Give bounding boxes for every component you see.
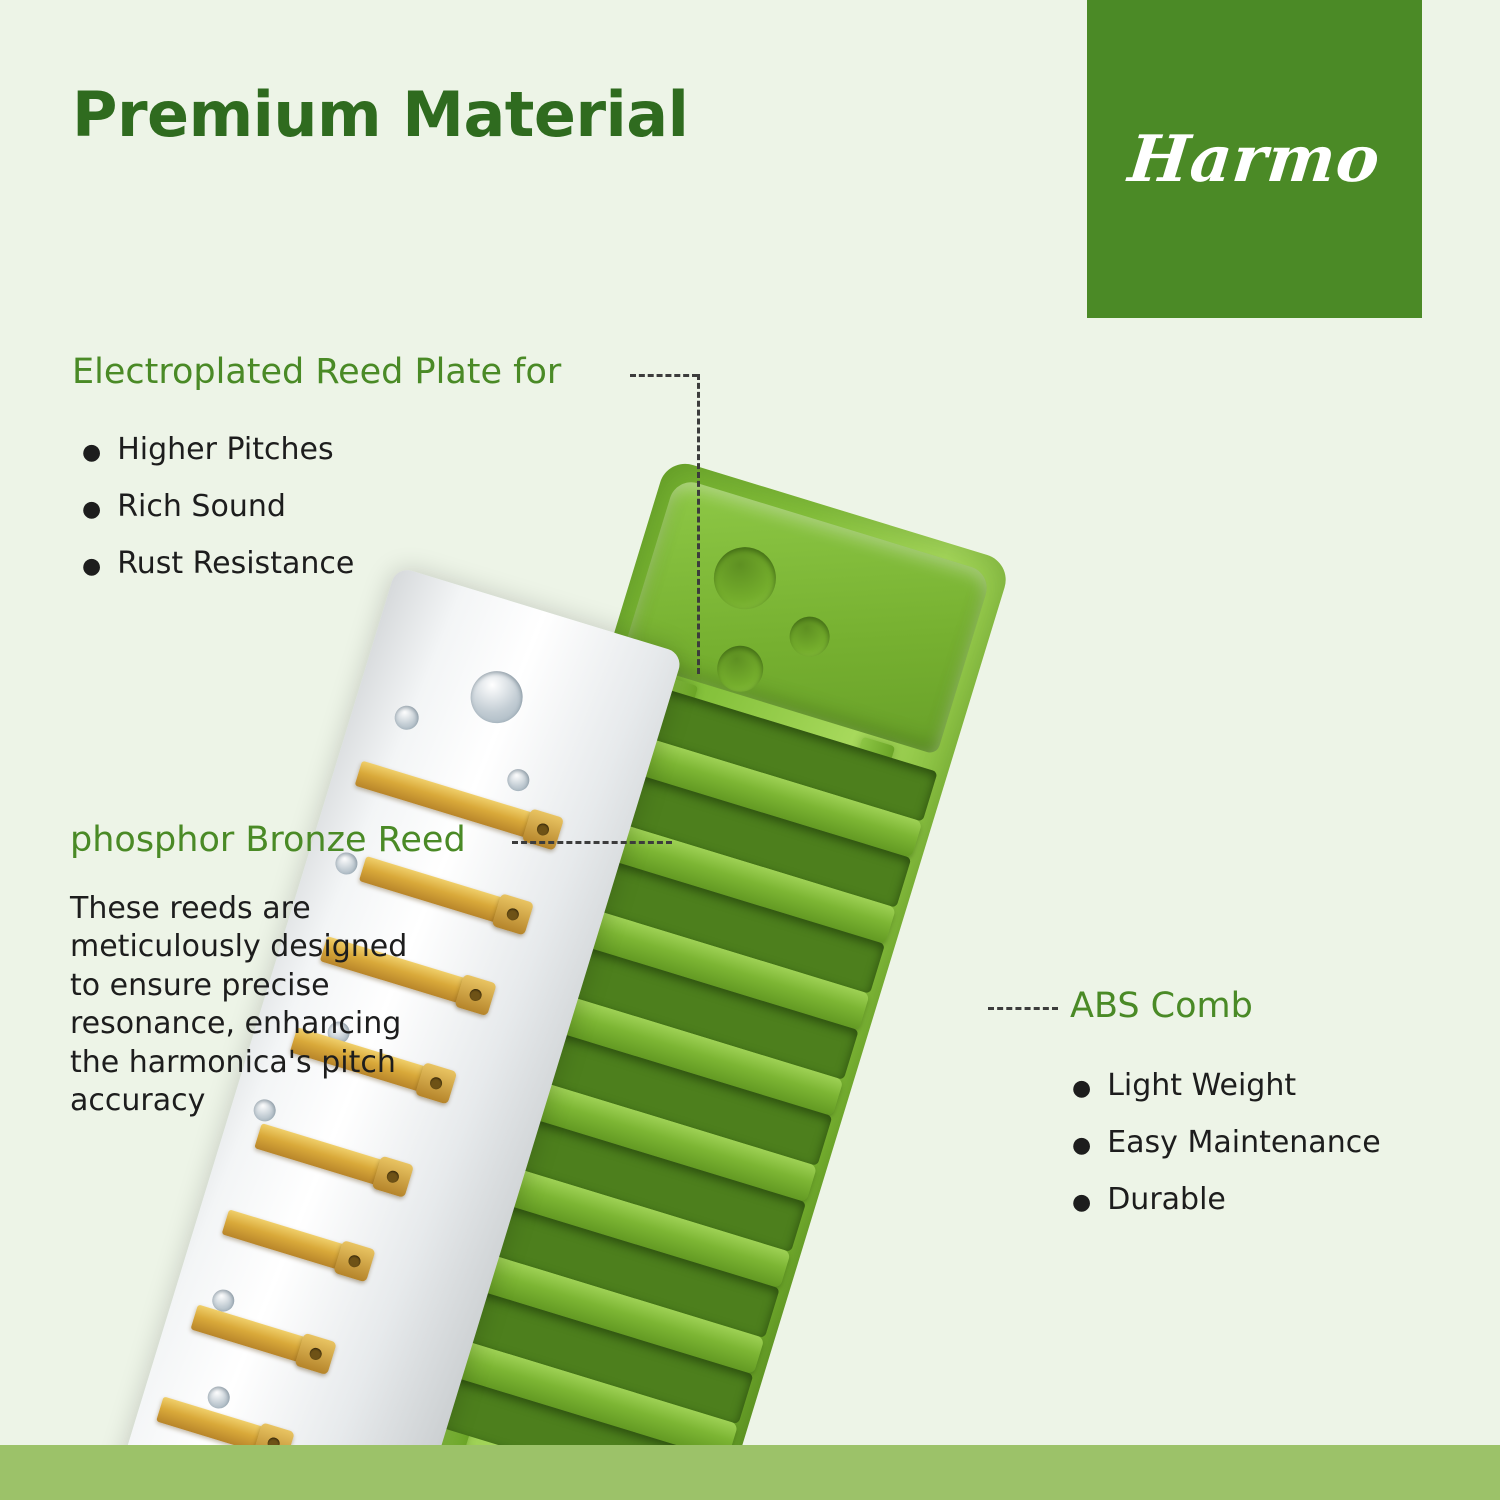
bullet-dot-icon: ● (1072, 1133, 1092, 1158)
list-item-label: Light Weight (1107, 1068, 1297, 1103)
list-item-label: Rich Sound (117, 489, 286, 524)
bottom-accent-strip (0, 1445, 1500, 1500)
bullet-dot-icon: ● (82, 440, 102, 465)
list-item-label: Easy Maintenance (1107, 1125, 1381, 1160)
brand-logo (1087, 0, 1422, 318)
callout-bullets-reed-plate (82, 432, 354, 603)
plate-hole-small (392, 703, 422, 733)
list-item-label: Durable (1107, 1182, 1226, 1217)
callout-heading-reed-plate: Electroplated Reed Plate for (72, 352, 562, 392)
leader-line-reed-plate-vertical (697, 374, 700, 674)
reed (190, 1304, 310, 1363)
bullet-dot-icon: ● (82, 497, 102, 522)
list-item (1072, 1125, 1381, 1160)
leader-line-bronze-reed (512, 841, 672, 844)
list-item (82, 432, 354, 467)
plate-hole-small (205, 1384, 232, 1411)
list-item (1072, 1068, 1381, 1103)
callout-heading-bronze-reed: phosphor Bronze Reed (70, 820, 466, 860)
product-illustration (330, 470, 1230, 1500)
list-item (82, 546, 354, 581)
list-item-label: Higher Pitches (117, 432, 334, 467)
callout-heading-abs-comb: ABS Comb (1070, 986, 1253, 1026)
bullet-dot-icon: ● (1072, 1076, 1092, 1101)
plate-hole-large (464, 665, 529, 730)
callout-paragraph-bronze-reed: These reeds are meticulously designed to ensure precise resonance, enhancing the harmonica's pitch accuracy (70, 891, 408, 1118)
reed (222, 1209, 350, 1271)
list-item-label: Rust Resistance (117, 546, 355, 581)
bullet-dot-icon: ● (1072, 1190, 1092, 1215)
leader-line-abs-comb (988, 1007, 1058, 1010)
page-title: Premium Material (72, 78, 689, 151)
leader-line-reed-plate-horizontal (630, 374, 698, 377)
brand-name: Harmo (1125, 121, 1384, 197)
list-item (82, 489, 354, 524)
callout-bullets-abs-comb (1072, 1068, 1381, 1239)
bullet-dot-icon: ● (82, 554, 102, 579)
list-item (1072, 1182, 1381, 1217)
reed (254, 1123, 388, 1186)
plate-hole-small (505, 766, 532, 793)
